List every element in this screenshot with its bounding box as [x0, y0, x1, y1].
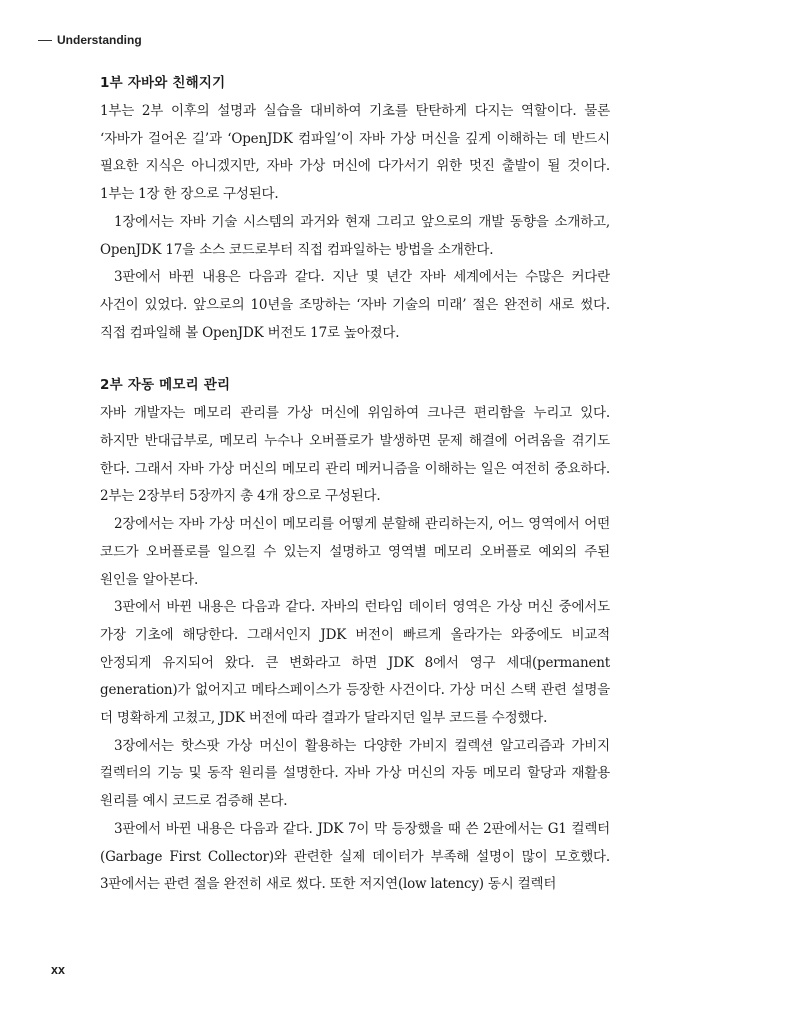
page-body [100, 70, 610, 899]
section-part-1 [100, 70, 610, 347]
paragraph: 자바 개발자는 메모리 관리를 가상 머신에 위임하여 크나큰 편리함을 누리고 있다. 하지만 반대급부로, 메모리 누수나 오버플로가 발생하면 문제 해결에 어려움을 겪기도 한다. 그래서 자바 가상 머신의 메모리 관리 메커니즘을 이해하는 일은 여전히 중요하다. 2부는 2장부터 5장까지 총 4개 장으로 구성된다. [100, 405, 610, 505]
paragraph: 3장에서는 핫스팟 가상 머신이 활용하는 다양한 가비지 컬렉션 알고리즘과 가비지 컬렉터의 기능 및 동작 원리를 설명한다. 자바 가상 머신의 자동 메모리 할당과 재활용 원리를 예시 코드로 검증해 본다. [100, 737, 610, 810]
running-head [38, 33, 142, 47]
paragraph: 3판에서 바뀐 내용은 다음과 같다. JDK 7이 막 등장했을 때 쓴 2판에서는 G1 컬렉터(Garbage First Collector)와 관련한 실제 데이터가 부족해 설명이 많이 모호했다. 3판에서는 관련 절을 완전히 새로 썼다. 또한 저지연(low latency) 동시 컬렉터 [100, 820, 610, 893]
running-head-label: Understanding [57, 33, 142, 47]
section-title: 2부 자동 메모리 관리 [100, 377, 231, 394]
paragraph: 3판에서 바뀐 내용은 다음과 같다. 자바의 런타임 데이터 영역은 가상 머신 중에서도 가장 기초에 해당한다. 그래서인지 JDK 버전이 빠르게 올라가는 와중에도 비교적 안정되게 유지되어 왔다. 큰 변화라고 하면 JDK 8에서 영구 세대(permanent generation)가 없어지고 메타스페이스가 등장한 사건이다. 가상 머신 스택 관련 설명을 더 명확하게 고쳤고, JDK 버전에 따라 결과가 달라지던 일부 코드를 수정했다. [100, 599, 610, 727]
paragraph: 1부는 2부 이후의 설명과 실습을 대비하여 기초를 탄탄하게 다지는 역할이다. 물론 ‘자바가 걸어온 길’과 ‘OpenJDK 컴파일’이 자바 가상 머신을 깊게 이해하는 데 반드시 필요한 지식은 아니겠지만, 자바 가상 머신에 다가서기 위한 멋진 출발이 될 것이다. 1부는 1장 한 장으로 구성된다. [100, 103, 610, 203]
paragraph: 1장에서는 자바 기술 시스템의 과거와 현재 그리고 앞으로의 개발 동향을 소개하고, OpenJDK 17을 소스 코드로부터 직접 컴파일하는 방법을 소개한다. [100, 213, 610, 258]
section-title: 1부 자바와 친해지기 [100, 75, 226, 91]
running-head-rule [38, 40, 52, 41]
paragraph: 3판에서 바뀐 내용은 다음과 같다. 지난 몇 년간 자바 세계에서는 수많은 커다란 사건이 있었다. 앞으로의 10년을 조망하는 ‘자바 기술의 미래’ 절은 완전히 새로 썼다. 직접 컴파일해 볼 OpenJDK 버전도 17로 높아졌다. [100, 269, 610, 341]
section-part-2 [100, 372, 610, 899]
paragraph: 2장에서는 자바 가상 머신이 메모리를 어떻게 분할해 관리하는지, 어느 영역에서 어떤 코드가 오버플로를 일으킬 수 있는지 설명하고 영역별 메모리 오버플로 예외의 주된 원인을 알아본다. [100, 516, 610, 588]
page-number: xx [51, 963, 65, 977]
